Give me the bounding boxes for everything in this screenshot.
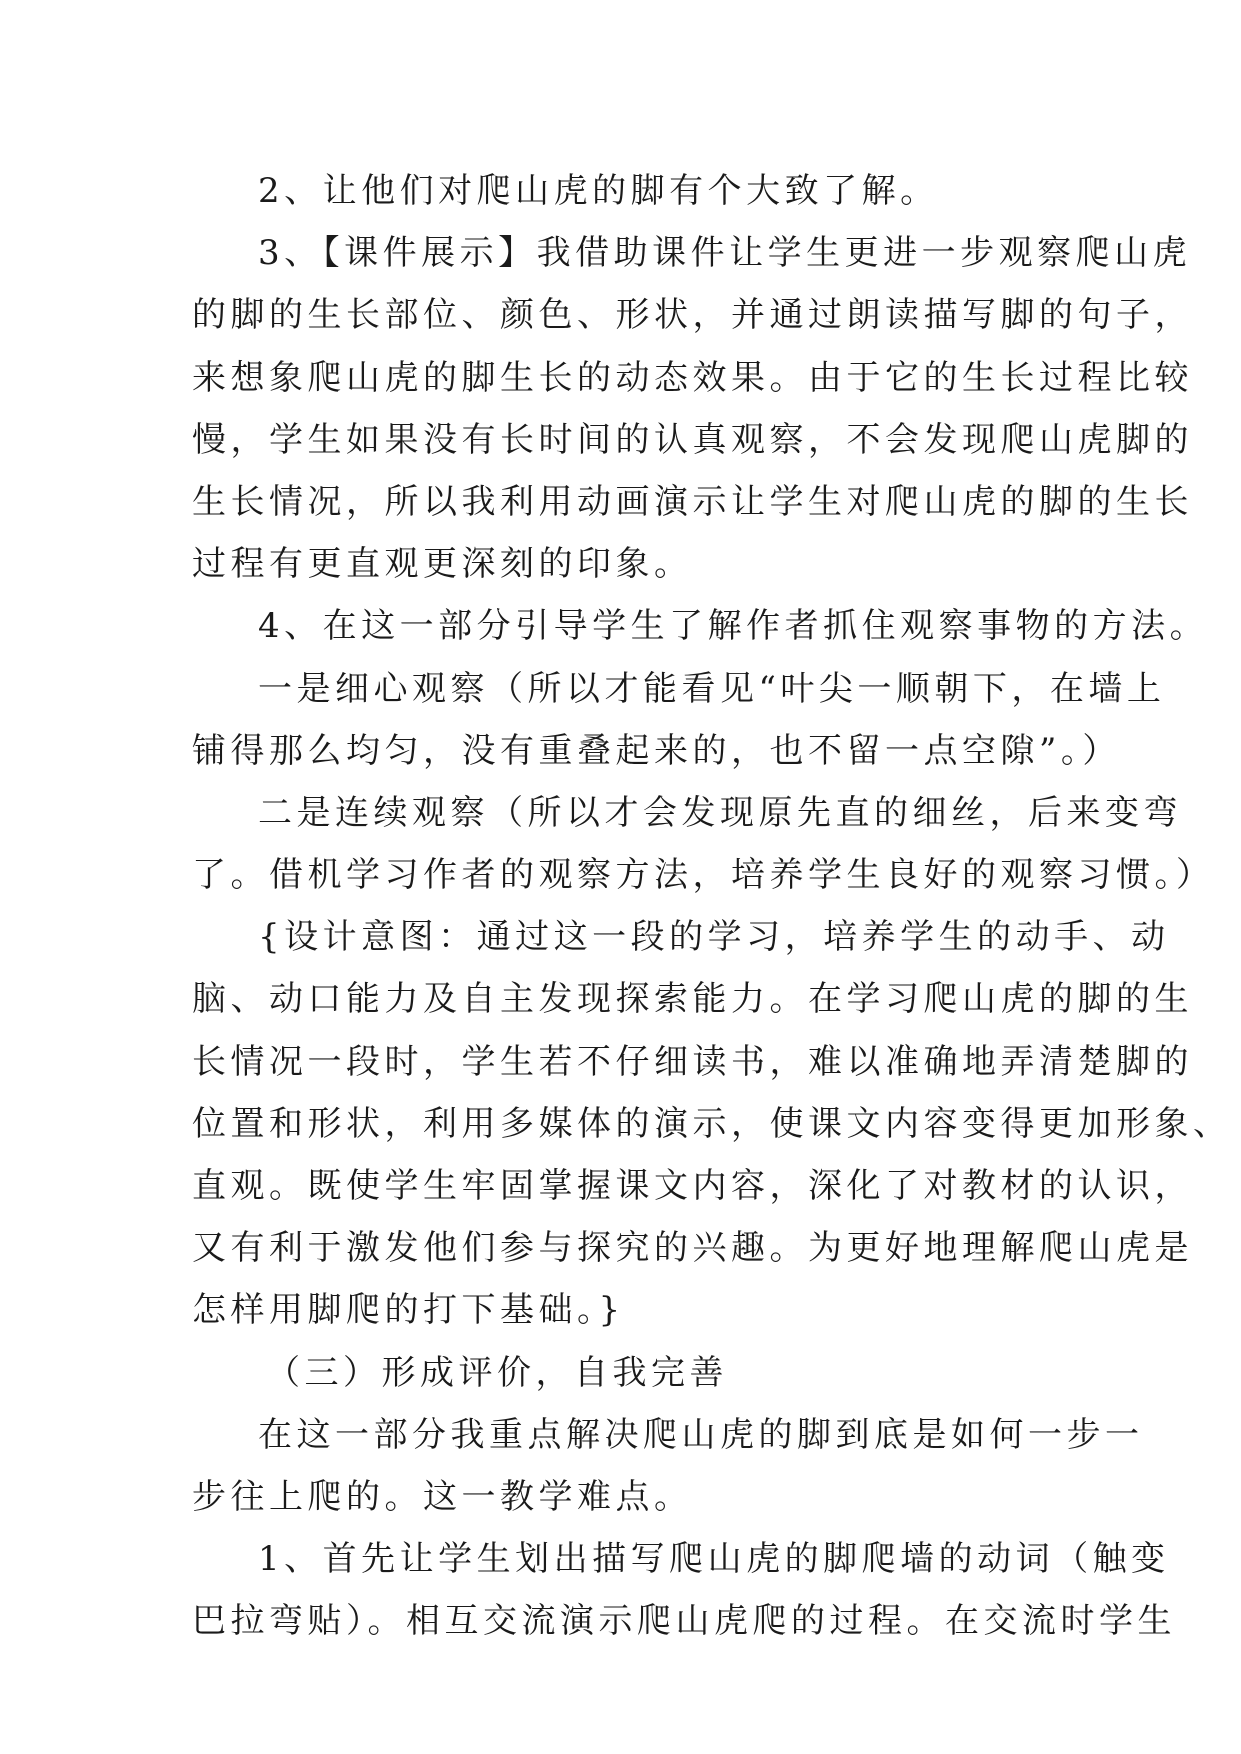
paragraph-line: 长情况一段时，学生若不仔细读书，难以准确地弄清楚脚的 — [192, 1041, 1193, 1082]
paragraph-line: 了。借机学习作者的观察方法，培养学生良好的观察习惯。） — [192, 855, 1215, 896]
paragraph-line: 一是细心观察（所以才能看见“叶尖一顺朝下，在墙上 — [258, 668, 1166, 709]
paragraph-line: 过程有更直观更深刻的印象。 — [192, 544, 693, 585]
paragraph-line: 位置和形状，利用多媒体的演示，使课文内容变得更加形象、 — [192, 1103, 1232, 1144]
paragraph-line: 4、在这一部分引导学生了解作者抓住观察事物的方法。 — [258, 606, 1209, 647]
paragraph-line: 2、让他们对爬山虎的脚有个大致了解。 — [258, 171, 939, 211]
paragraph-line: 又有利于激发他们参与探究的兴趣。为更好地理解爬山虎是 — [192, 1228, 1193, 1269]
paragraph-line: {设计意图：通过这一段的学习，培养学生的动手、动 — [258, 917, 1170, 958]
paragraph-line: 来想象爬山虎的脚生长的动态效果。由于它的生长过程比较 — [192, 357, 1193, 398]
paragraph-line: 慢，学生如果没有长时间的认真观察，不会发现爬山虎脚的 — [192, 419, 1193, 460]
paragraph-line: 铺得那么均匀，没有重叠起来的，也不留一点空隙”。） — [192, 730, 1121, 771]
paragraph-line: 直观。既使学生牢固掌握课文内容，深化了对教材的认识， — [192, 1166, 1193, 1206]
paragraph-line: 二是连续观察（所以才会发现原先直的细丝，后来变弯 — [258, 792, 1182, 833]
document-body — [192, 160, 1232, 1653]
section-heading: （三）形成评价，自我完善 — [266, 1352, 728, 1393]
paragraph-line: 生长情况，所以我利用动画演示让学生对爬山虎的脚的生长 — [192, 481, 1193, 522]
paragraph-line: 3、【课件展示】我借助课件让学生更进一步观察爬山虎 — [258, 233, 1192, 274]
paragraph-line: 巴拉弯贴）。相互交流演示爬山虎爬的过程。在交流时学生 — [192, 1601, 1176, 1642]
paragraph-line: 步往上爬的。这一教学难点。 — [192, 1476, 693, 1517]
paragraph-line: 脑、动口能力及自主发现探索能力。在学习爬山虎的脚的生 — [192, 979, 1193, 1020]
paragraph-line: 1、首先让学生划出描写爬山虎的脚爬墙的动词（触变 — [258, 1539, 1170, 1580]
paragraph-line: 在这一部分我重点解决爬山虎的脚到底是如何一步一 — [258, 1414, 1144, 1455]
paragraph-line: 的脚的生长部位、颜色、形状，并通过朗读描写脚的句子， — [192, 295, 1193, 336]
paragraph-line: 怎样用脚爬的打下基础。} — [192, 1290, 625, 1331]
